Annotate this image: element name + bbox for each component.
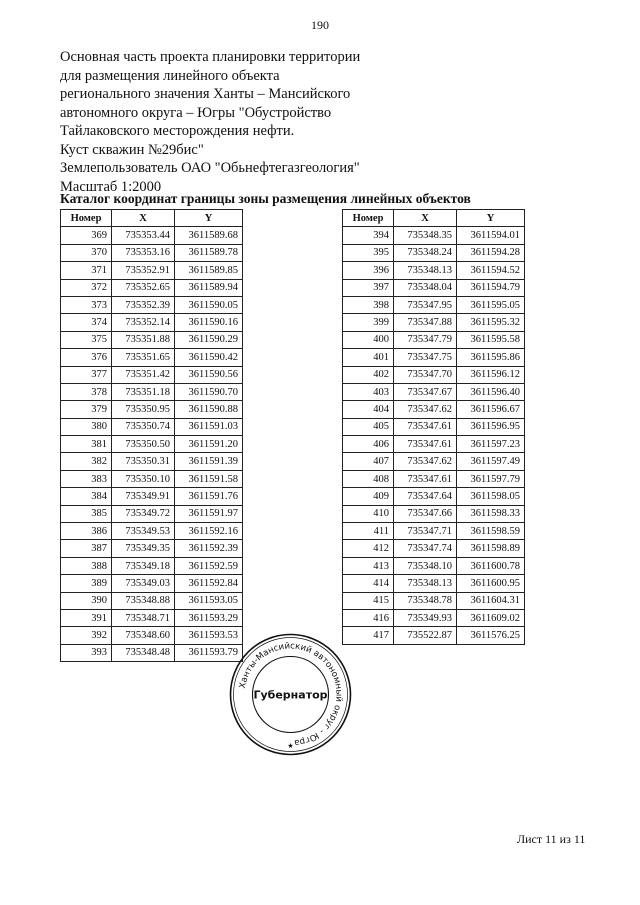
table-row [61, 592, 243, 609]
table-row [343, 505, 525, 522]
point-number-cell: 394 [343, 227, 394, 244]
x-coordinate-cell: 735352.65 [112, 279, 175, 296]
x-coordinate-cell: 735353.44 [112, 227, 175, 244]
x-coordinate-cell: 735348.48 [112, 644, 175, 661]
x-coordinate-cell: 735352.91 [112, 262, 175, 279]
sheet-footer: Лист 11 из 11 [517, 832, 586, 846]
table-row [61, 609, 243, 626]
x-coordinate-cell: 735347.62 [394, 401, 457, 418]
coordinates-table-right [342, 209, 525, 645]
point-number-cell: 396 [343, 262, 394, 279]
table-row [61, 488, 243, 505]
x-coordinate-cell: 735351.18 [112, 383, 175, 400]
table-row [343, 436, 525, 453]
y-coordinate-cell: 3611594.79 [457, 279, 525, 296]
point-number-cell: 379 [61, 401, 112, 418]
x-coordinate-cell: 735347.67 [394, 383, 457, 400]
table-row [343, 523, 525, 540]
y-coordinate-cell: 3611604.31 [457, 592, 525, 609]
header-number: Номер [61, 210, 112, 227]
table-row [343, 575, 525, 592]
point-number-cell: 369 [61, 227, 112, 244]
point-number-cell: 404 [343, 401, 394, 418]
table-row [61, 279, 243, 296]
point-number-cell: 371 [61, 262, 112, 279]
x-coordinate-cell: 735347.88 [394, 314, 457, 331]
y-coordinate-cell: 3611592.16 [175, 523, 243, 540]
y-coordinate-cell: 3611594.28 [457, 244, 525, 261]
x-coordinate-cell: 735350.31 [112, 453, 175, 470]
x-coordinate-cell: 735347.70 [394, 366, 457, 383]
x-coordinate-cell: 735348.13 [394, 575, 457, 592]
table-row [343, 244, 525, 261]
x-coordinate-cell: 735352.39 [112, 296, 175, 313]
point-number-cell: 392 [61, 627, 112, 644]
point-number-cell: 401 [343, 349, 394, 366]
table-row [61, 383, 243, 400]
official-seal [228, 632, 353, 757]
table-row [343, 383, 525, 400]
table-row [61, 244, 243, 261]
y-coordinate-cell: 3611592.59 [175, 557, 243, 574]
table-row [61, 262, 243, 279]
point-number-cell: 402 [343, 366, 394, 383]
y-coordinate-cell: 3611593.79 [175, 644, 243, 661]
point-number-cell: 417 [343, 627, 394, 644]
x-coordinate-cell: 735347.95 [394, 296, 457, 313]
x-coordinate-cell: 735348.60 [112, 627, 175, 644]
y-coordinate-cell: 3611591.97 [175, 505, 243, 522]
y-coordinate-cell: 3611589.85 [175, 262, 243, 279]
y-coordinate-cell: 3611609.02 [457, 609, 525, 626]
point-number-cell: 403 [343, 383, 394, 400]
header-y: Y [175, 210, 243, 227]
point-number-cell: 414 [343, 575, 394, 592]
point-number-cell: 380 [61, 418, 112, 435]
x-coordinate-cell: 735347.74 [394, 540, 457, 557]
y-coordinate-cell: 3611590.42 [175, 349, 243, 366]
table-row [61, 227, 243, 244]
table-header-row [61, 210, 243, 227]
y-coordinate-cell: 3611593.05 [175, 592, 243, 609]
x-coordinate-cell: 735347.64 [394, 488, 457, 505]
table-row [343, 557, 525, 574]
table-row [61, 401, 243, 418]
page-number: 190 [311, 18, 329, 32]
x-coordinate-cell: 735348.35 [394, 227, 457, 244]
y-coordinate-cell: 3611595.86 [457, 349, 525, 366]
x-coordinate-cell: 735348.10 [394, 557, 457, 574]
header-x: X [394, 210, 457, 227]
y-coordinate-cell: 3611592.39 [175, 540, 243, 557]
y-coordinate-cell: 3611591.20 [175, 436, 243, 453]
point-number-cell: 377 [61, 366, 112, 383]
table-row [61, 627, 243, 644]
point-number-cell: 387 [61, 540, 112, 557]
point-number-cell: 389 [61, 575, 112, 592]
table-row [61, 453, 243, 470]
point-number-cell: 413 [343, 557, 394, 574]
x-coordinate-cell: 735347.66 [394, 505, 457, 522]
point-number-cell: 372 [61, 279, 112, 296]
y-coordinate-cell: 3611595.32 [457, 314, 525, 331]
x-coordinate-cell: 735350.74 [112, 418, 175, 435]
y-coordinate-cell: 3611597.49 [457, 453, 525, 470]
table-row [343, 349, 525, 366]
table-row [61, 557, 243, 574]
point-number-cell: 390 [61, 592, 112, 609]
header-line: автономного округа – Югры "Обустройство [60, 104, 332, 121]
x-coordinate-cell: 735349.91 [112, 488, 175, 505]
y-coordinate-cell: 3611591.58 [175, 470, 243, 487]
y-coordinate-cell: 3611593.53 [175, 627, 243, 644]
x-coordinate-cell: 735349.35 [112, 540, 175, 557]
header-line: Тайлаковского месторождения нефти. [60, 123, 295, 139]
header-x: X [112, 210, 175, 227]
point-number-cell: 384 [61, 488, 112, 505]
table-header-row [343, 210, 525, 227]
y-coordinate-cell: 3611590.16 [175, 314, 243, 331]
point-number-cell: 381 [61, 436, 112, 453]
coordinates-table-left [60, 209, 243, 662]
y-coordinate-cell: 3611590.56 [175, 366, 243, 383]
header-number: Номер [343, 210, 394, 227]
header-line: для размещения линейного объекта [60, 67, 280, 84]
header-line: Основная часть проекта планировки территории [60, 49, 361, 65]
point-number-cell: 397 [343, 279, 394, 296]
x-coordinate-cell: 735349.93 [394, 609, 457, 626]
header-y: Y [457, 210, 525, 227]
x-coordinate-cell: 735347.79 [394, 331, 457, 348]
table-row [61, 436, 243, 453]
table-row [61, 505, 243, 522]
y-coordinate-cell: 3611590.88 [175, 401, 243, 418]
catalog-title: Каталог координат границы зоны размещения линейных объектов [60, 191, 471, 206]
table-row [343, 592, 525, 609]
table-row [61, 644, 243, 661]
point-number-cell: 376 [61, 349, 112, 366]
y-coordinate-cell: 3611596.40 [457, 383, 525, 400]
x-coordinate-cell: 735349.72 [112, 505, 175, 522]
x-coordinate-cell: 735347.62 [394, 453, 457, 470]
point-number-cell: 399 [343, 314, 394, 331]
y-coordinate-cell: 3611576.25 [457, 627, 525, 644]
x-coordinate-cell: 735347.61 [394, 436, 457, 453]
table-row [343, 314, 525, 331]
y-coordinate-cell: 3611598.05 [457, 488, 525, 505]
y-coordinate-cell: 3611598.59 [457, 523, 525, 540]
y-coordinate-cell: 3611598.33 [457, 505, 525, 522]
point-number-cell: 391 [61, 609, 112, 626]
x-coordinate-cell: 735348.24 [394, 244, 457, 261]
x-coordinate-cell: 735352.14 [112, 314, 175, 331]
y-coordinate-cell: 3611589.94 [175, 279, 243, 296]
point-number-cell: 409 [343, 488, 394, 505]
x-coordinate-cell: 735349.03 [112, 575, 175, 592]
x-coordinate-cell: 735350.10 [112, 470, 175, 487]
x-coordinate-cell: 735350.95 [112, 401, 175, 418]
y-coordinate-cell: 3611593.29 [175, 609, 243, 626]
y-coordinate-cell: 3611591.03 [175, 418, 243, 435]
seal-center-text: Губернатор [253, 688, 328, 702]
table-row [61, 349, 243, 366]
table-row [61, 470, 243, 487]
y-coordinate-cell: 3611591.39 [175, 453, 243, 470]
seal-star-icon: ★ [287, 742, 294, 750]
point-number-cell: 395 [343, 244, 394, 261]
table-row [343, 470, 525, 487]
y-coordinate-cell: 3611597.79 [457, 470, 525, 487]
point-number-cell: 382 [61, 453, 112, 470]
y-coordinate-cell: 3611592.84 [175, 575, 243, 592]
table-row [343, 488, 525, 505]
x-coordinate-cell: 735349.18 [112, 557, 175, 574]
point-number-cell: 406 [343, 436, 394, 453]
y-coordinate-cell: 3611594.01 [457, 227, 525, 244]
x-coordinate-cell: 735347.75 [394, 349, 457, 366]
point-number-cell: 400 [343, 331, 394, 348]
document-header [60, 48, 530, 196]
y-coordinate-cell: 3611590.70 [175, 383, 243, 400]
point-number-cell: 374 [61, 314, 112, 331]
table-row [343, 540, 525, 557]
x-coordinate-cell: 735348.04 [394, 279, 457, 296]
y-coordinate-cell: 3611594.52 [457, 262, 525, 279]
x-coordinate-cell: 735522.87 [394, 627, 457, 644]
y-coordinate-cell: 3611596.67 [457, 401, 525, 418]
y-coordinate-cell: 3611597.23 [457, 436, 525, 453]
table-row [61, 331, 243, 348]
point-number-cell: 388 [61, 557, 112, 574]
y-coordinate-cell: 3611600.95 [457, 575, 525, 592]
table-row [343, 331, 525, 348]
table-row [343, 366, 525, 383]
x-coordinate-cell: 735348.88 [112, 592, 175, 609]
y-coordinate-cell: 3611600.78 [457, 557, 525, 574]
y-coordinate-cell: 3611596.12 [457, 366, 525, 383]
table-row [61, 575, 243, 592]
x-coordinate-cell: 735351.65 [112, 349, 175, 366]
point-number-cell: 378 [61, 383, 112, 400]
table-row [343, 418, 525, 435]
point-number-cell: 370 [61, 244, 112, 261]
point-number-cell: 415 [343, 592, 394, 609]
table-row [343, 279, 525, 296]
table-row [343, 262, 525, 279]
point-number-cell: 398 [343, 296, 394, 313]
point-number-cell: 416 [343, 609, 394, 626]
table-row [343, 627, 525, 644]
x-coordinate-cell: 735347.61 [394, 418, 457, 435]
table-row [343, 296, 525, 313]
x-coordinate-cell: 735348.13 [394, 262, 457, 279]
x-coordinate-cell: 735353.16 [112, 244, 175, 261]
point-number-cell: 386 [61, 523, 112, 540]
header-line: регионального значения Ханты – Мансийского [60, 86, 351, 102]
seal-ring-text: Ханты-Мансийский автономный округ - Югра [237, 641, 344, 748]
table-row [61, 296, 243, 313]
point-number-cell: 373 [61, 296, 112, 313]
table-row [61, 366, 243, 383]
x-coordinate-cell: 735351.42 [112, 366, 175, 383]
y-coordinate-cell: 3611590.05 [175, 296, 243, 313]
y-coordinate-cell: 3611589.68 [175, 227, 243, 244]
point-number-cell: 375 [61, 331, 112, 348]
x-coordinate-cell: 735348.78 [394, 592, 457, 609]
x-coordinate-cell: 735349.53 [112, 523, 175, 540]
x-coordinate-cell: 735351.88 [112, 331, 175, 348]
header-line: Масштаб 1:2000 [60, 178, 162, 195]
point-number-cell: 405 [343, 418, 394, 435]
point-number-cell: 383 [61, 470, 112, 487]
point-number-cell: 408 [343, 470, 394, 487]
y-coordinate-cell: 3611591.76 [175, 488, 243, 505]
table-row [61, 314, 243, 331]
y-coordinate-cell: 3611595.05 [457, 296, 525, 313]
table-row [343, 453, 525, 470]
y-coordinate-cell: 3611598.89 [457, 540, 525, 557]
point-number-cell: 393 [61, 644, 112, 661]
point-number-cell: 412 [343, 540, 394, 557]
table-row [343, 609, 525, 626]
x-coordinate-cell: 735350.50 [112, 436, 175, 453]
y-coordinate-cell: 3611595.58 [457, 331, 525, 348]
y-coordinate-cell: 3611596.95 [457, 418, 525, 435]
table-row [61, 540, 243, 557]
x-coordinate-cell: 735347.71 [394, 523, 457, 540]
point-number-cell: 410 [343, 505, 394, 522]
header-line: Куст скважин №29бис" [60, 141, 204, 158]
x-coordinate-cell: 735347.61 [394, 470, 457, 487]
y-coordinate-cell: 3611590.29 [175, 331, 243, 348]
table-row [61, 523, 243, 540]
point-number-cell: 385 [61, 505, 112, 522]
x-coordinate-cell: 735348.71 [112, 609, 175, 626]
header-line: Землепользователь ОАО "Обьнефтегазгеология" [60, 160, 360, 176]
y-coordinate-cell: 3611589.78 [175, 244, 243, 261]
table-row [61, 418, 243, 435]
point-number-cell: 407 [343, 453, 394, 470]
point-number-cell: 411 [343, 523, 394, 540]
table-row [343, 227, 525, 244]
table-row [343, 401, 525, 418]
